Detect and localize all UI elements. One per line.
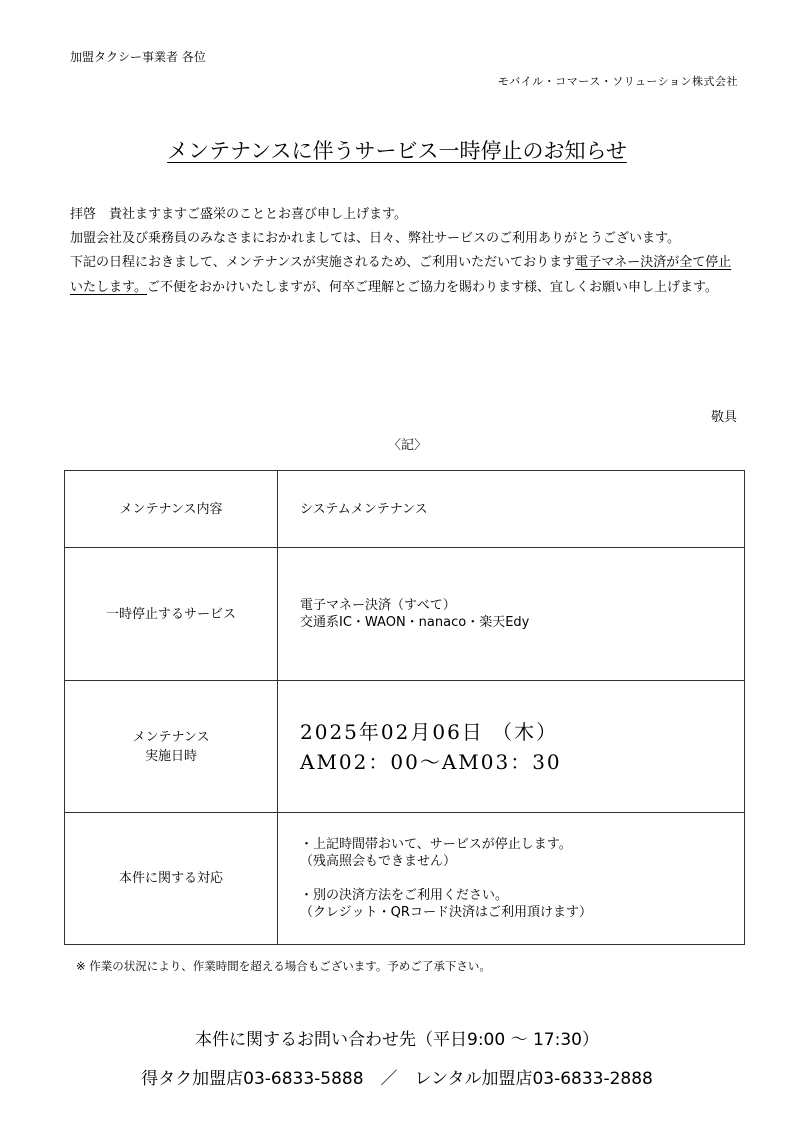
contact-phones: 得タク加盟店03-6833-5888 ／ レンタル加盟店03-6833-2888: [141, 1069, 653, 1089]
document-title: メンテナンスに伴うサービス一時停止のお知らせ: [167, 139, 627, 163]
row-label: メンテナンス内容: [65, 471, 278, 548]
row-value: 電子マネー決済（すべて） 交通系IC・WAON・nanaco・楽天Edy: [278, 548, 745, 681]
maintenance-date: 2025年02月06日 （木）: [300, 719, 559, 744]
ki-heading: 〈記〉: [388, 438, 428, 453]
underlined-notice: 電子マネー決済が全て停止いたします。: [70, 255, 732, 295]
greeting: 拝啓 貴社ますますご盛栄のこととお喜び申し上げます。: [70, 207, 407, 222]
table-row: [65, 813, 745, 945]
closing: 敬具: [710, 410, 737, 425]
maintenance-time: AM02：00～AM03：30: [300, 749, 562, 774]
paragraph-1: 加盟会社及び乗務員のみなさまにおかれましては、日々、弊社サービスのご利用ありがとうございます。: [70, 231, 680, 247]
maintenance-info-table: [64, 470, 745, 945]
table-row: [65, 681, 745, 813]
row-value: [278, 681, 745, 813]
footnote: ※ 作業の状況により、作業時間を超える場合もございます。予めご了承下さい。: [76, 959, 491, 973]
contact-heading: 本件に関するお問い合わせ先（平日9:00 ～ 17:30）: [195, 1030, 599, 1050]
table-row: [65, 471, 745, 548]
body-text: [70, 203, 740, 300]
row-value: ・上記時間帯おいて、サービスが停止します。 （残高照会もできません） ・別の決済方法をご利用ください。 （クレジット・QRコード決済はご利用頂けます）: [278, 813, 745, 945]
company-name: モバイル・コマース・ソリューション株式会社: [497, 75, 738, 88]
addressee: 加盟タクシー事業者 各位: [70, 50, 206, 64]
row-label: 一時停止するサービス: [65, 548, 278, 681]
row-label: 本件に関する対応: [65, 813, 278, 945]
table-row: [65, 548, 745, 681]
row-label: メンテナンス 実施日時: [65, 681, 278, 813]
row-value: システムメンテナンス: [278, 471, 745, 548]
paragraph-2: 下記の日程におきまして、メンテナンスが実施されるため、ご利用いただいております電子マネー決済が全て停止いたします。ご不便をおかけいたしますが、何卒ご理解とご協力を賜わります様、宜しくお願い申し上げます。: [70, 255, 732, 295]
